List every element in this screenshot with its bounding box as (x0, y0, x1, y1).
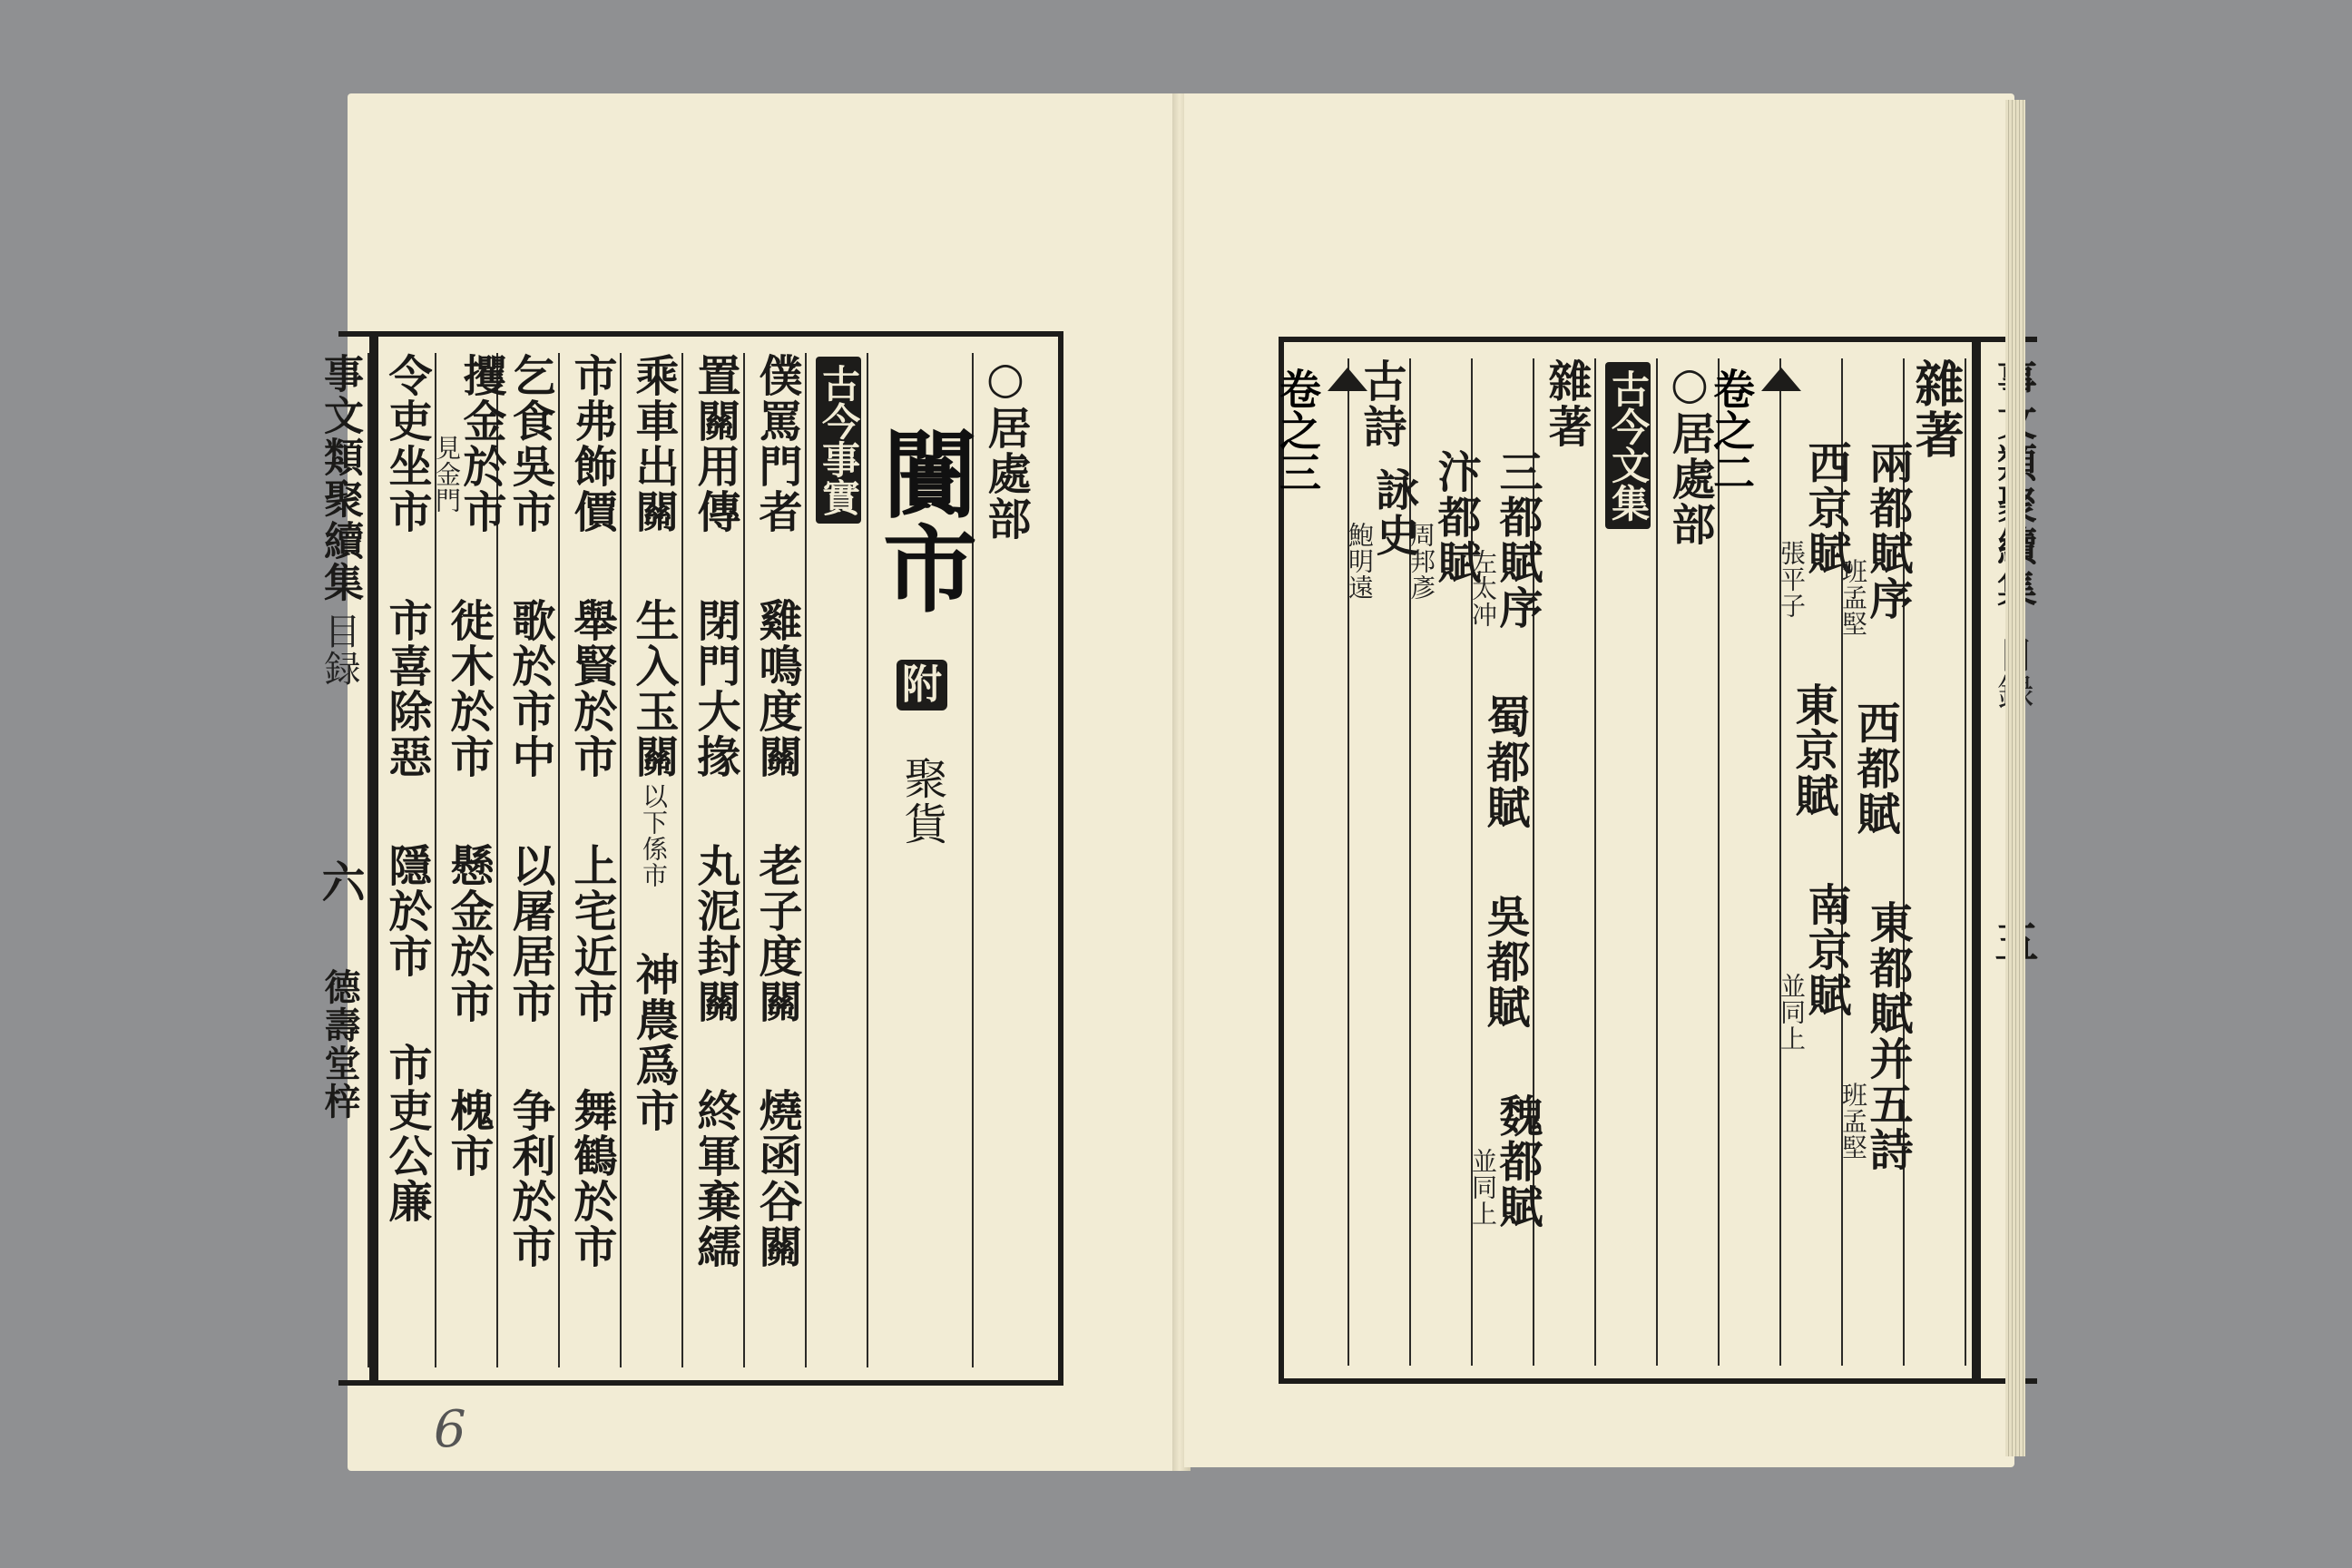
side-strip-publisher: 德壽堂梓 (318, 968, 361, 1121)
column-7: 令吏坐市 市喜除惡 隱於市 市吏公廉 (378, 353, 436, 1367)
section-tag: 古今事實 (816, 357, 861, 524)
page-edges (2005, 100, 2025, 1456)
r-column-juan3 (1273, 358, 1349, 1366)
r-column-bian: 汴都賦 周邦彥 (1415, 358, 1473, 1366)
pencil-note: 6 (434, 1400, 466, 1459)
right-page-frame (1273, 337, 2037, 1384)
appendix-box: 附 (897, 660, 947, 710)
zazhu-heading-top: 雜著 (1907, 358, 1965, 460)
r-column-tag (1600, 358, 1658, 1366)
column-4: 市弗飾價 舉賢於市 上宅近市 舞鶴於市 (564, 353, 622, 1367)
side-strip-folio: 六 (314, 859, 365, 905)
left-page (314, 93, 1180, 1471)
side-strip-title: 事文類聚續集 (317, 353, 363, 603)
head-column (977, 353, 1034, 1367)
tag-column (810, 353, 868, 1367)
appendix-sub: 聚貨 (897, 756, 947, 847)
side-strip-section: 目録 (318, 612, 360, 687)
title-column (867, 353, 978, 1367)
column-2: 置關用傳 閉門大掾 丸泥封關 終軍棄繻 (687, 353, 745, 1367)
juan3-heading: 卷之三 (1268, 368, 1367, 493)
section-heading: ○居處部 (980, 353, 1031, 542)
entry: 令吏坐市 (381, 353, 432, 534)
r-column-liangdu: 兩都賦序 班孟堅 西都賦 東都賦并五詩 班孟堅 (1847, 358, 1905, 1366)
column-1: 僕罵門者 雞鳴度關 老子度關 燒函谷關 (749, 353, 807, 1367)
right-seam (1972, 342, 1981, 1378)
column-5: 乞食吳市 歌於市中 以屠居市 争利於市 (502, 353, 560, 1367)
left-page-frame (314, 331, 1063, 1386)
r-column-sandu: 三都賦序 左太冲 蜀都賦 吳都賦 魏都賦 並同上 (1476, 358, 1534, 1366)
zazhu-heading: 雜著 (1541, 358, 1592, 449)
r-column-xijing: 西京賦 張平子 東京賦 南京賦 並同上 (1785, 358, 1843, 1366)
r-column-juchu (1661, 358, 1720, 1366)
wenji-tag: 古今文集 (1605, 362, 1651, 529)
right-page (1184, 93, 2014, 1467)
r-column-juan2 (1707, 358, 1781, 1366)
side-strip-left (311, 353, 369, 1367)
column-3: 乘車出關 生入玉關 以下係市 神農爲市 (625, 353, 683, 1367)
column-6: 攫金於市 見金門 徙木於市 懸金於市 槐市 (440, 353, 498, 1367)
r-column-zazhu2 (1538, 358, 1596, 1366)
r-column-poem: 古詩 詠史 鮑明遠 (1353, 358, 1411, 1366)
juan2-heading: 卷之二 (1701, 368, 1801, 493)
seam-line (369, 337, 378, 1380)
juchu-heading: ○居處部 (1664, 358, 1715, 547)
chapter-title: 闠市 (867, 426, 978, 614)
r-column-zazhu1 (1908, 358, 1966, 1366)
